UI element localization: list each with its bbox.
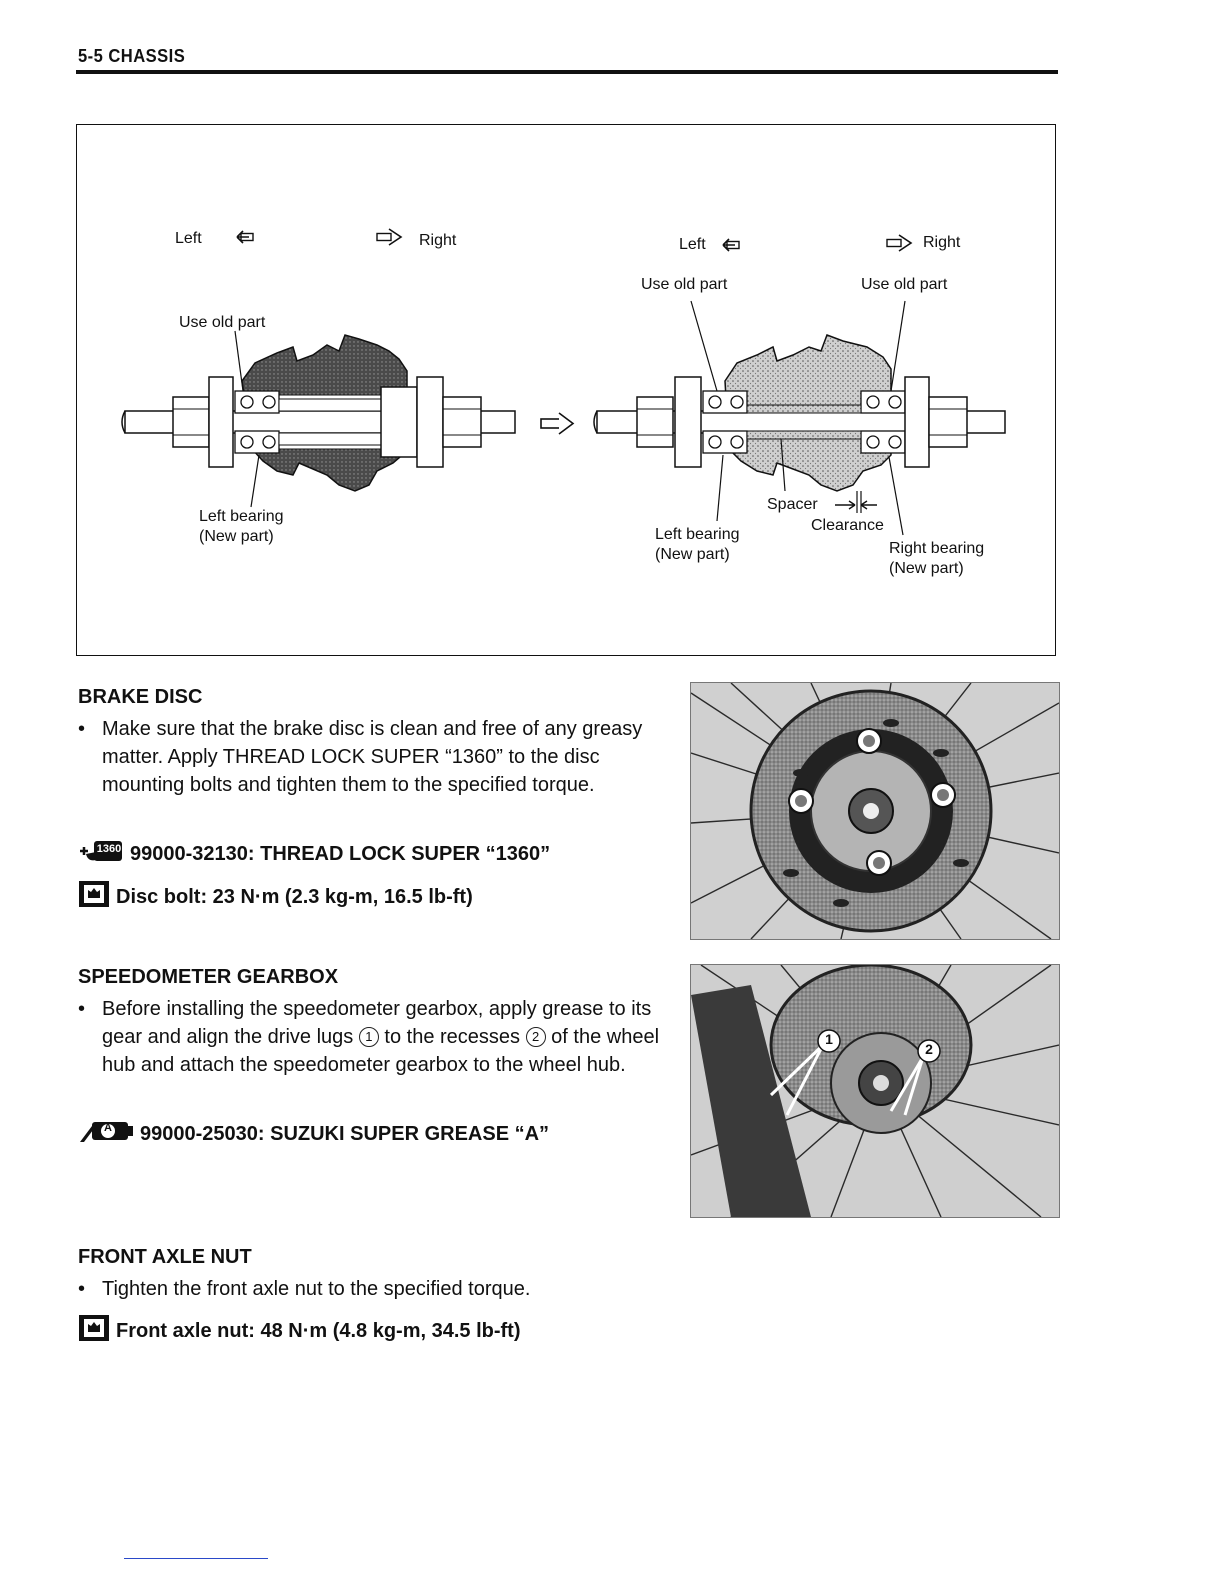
bearing-installation-figure — [76, 124, 1056, 656]
grease-spec — [78, 1118, 549, 1150]
hub-drawing-before — [122, 331, 515, 507]
speedometer-title: SPEEDOMETER GEARBOX — [78, 966, 339, 988]
drive-lug-marker: 1 — [359, 1027, 379, 1047]
right-new-part-label: (New part) — [889, 560, 964, 577]
grease-gun-icon — [78, 1118, 134, 1150]
use-old-part-label: Use old part — [179, 314, 266, 331]
speedometer-text-b: to the recesses — [384, 1026, 521, 1048]
page-header: 5-5 CHASSIS — [78, 46, 186, 66]
photo-marker-1: 1 — [825, 1031, 833, 1047]
thread-lock-icon-label: 1360 — [96, 843, 122, 855]
recess-marker: 2 — [526, 1027, 546, 1047]
left-arrow-icon — [237, 231, 253, 243]
front-axle-section — [78, 1246, 668, 1303]
front-axle-torque-text: Front axle nut: 48 N·m (4.8 kg-m, 34.5 lb-ft) — [116, 1319, 521, 1342]
right-arrow-icon — [887, 235, 911, 251]
torque-wrench-icon — [78, 1314, 110, 1348]
grease-text: 99000-25030: SUZUKI SUPER GREASE “A” — [140, 1122, 550, 1145]
right-direction-label: Right — [419, 232, 457, 249]
clearance-label: Clearance — [811, 517, 884, 534]
front-axle-instruction — [78, 1275, 668, 1303]
brake-disc-photo — [690, 682, 1060, 940]
torque-wrench-icon — [78, 880, 110, 914]
right-bearing-label: Right bearing — [889, 540, 985, 557]
grease-icon-label: A — [104, 1122, 112, 1134]
front-axle-text: Tighten the front axle nut to the specified torque. — [102, 1278, 531, 1300]
left-new-part-label: (New part) — [655, 546, 730, 563]
speedometer-text-a: Before installing the speedometer gearbox, apply grease to its gear and align the drive lugs — [102, 998, 652, 1048]
left-bearing-label: Left bearing — [655, 526, 740, 543]
header-rule — [76, 70, 1058, 74]
left-direction-label: Left — [175, 230, 202, 247]
use-old-part-right-label: Use old part — [861, 276, 948, 293]
new-part-label: (New part) — [199, 528, 274, 545]
thread-lock-spec — [78, 838, 550, 870]
disc-bolt-torque-spec — [78, 880, 473, 914]
transition-arrow-icon — [541, 413, 573, 434]
speedometer-instruction — [78, 995, 668, 1079]
right-arrow-icon — [377, 229, 401, 245]
use-old-part-left-label: Use old part — [641, 276, 728, 293]
thread-lock-text: 99000-32130: THREAD LOCK SUPER “1360” — [130, 842, 551, 865]
speedometer-gearbox-photo — [690, 964, 1060, 1218]
front-axle-title: FRONT AXLE NUT — [78, 1246, 252, 1268]
footer-rule — [124, 1558, 268, 1559]
left-arrow-icon — [723, 239, 739, 251]
disc-bolt-torque-text: Disc bolt: 23 N·m (2.3 kg-m, 16.5 lb-ft) — [116, 885, 473, 908]
brake-disc-section — [78, 686, 668, 799]
left-bearing-label: Left bearing — [199, 508, 284, 525]
photo-marker-2: 2 — [925, 1041, 933, 1057]
spacer-label: Spacer — [767, 496, 818, 513]
right-direction-label: Right — [923, 234, 961, 251]
bullet-icon: • — [78, 998, 86, 1020]
bullet-icon: • — [78, 718, 86, 740]
brake-disc-instruction — [78, 715, 668, 799]
speedometer-section — [78, 966, 668, 1079]
brake-disc-text: Make sure that the brake disc is clean and free of any greasy matter. Apply THREAD LOCK SUPER “1360” to the disc mounting bolts and tighten them to the specified torque. — [102, 718, 643, 796]
left-direction-label: Left — [679, 236, 706, 253]
brake-disc-title: BRAKE DISC — [78, 686, 203, 708]
front-axle-torque-spec — [78, 1314, 521, 1348]
bullet-icon: • — [78, 1278, 86, 1300]
speedometer-text-c: of the wheel hub and attach the speedometer gearbox to the wheel hub. — [102, 1026, 660, 1076]
